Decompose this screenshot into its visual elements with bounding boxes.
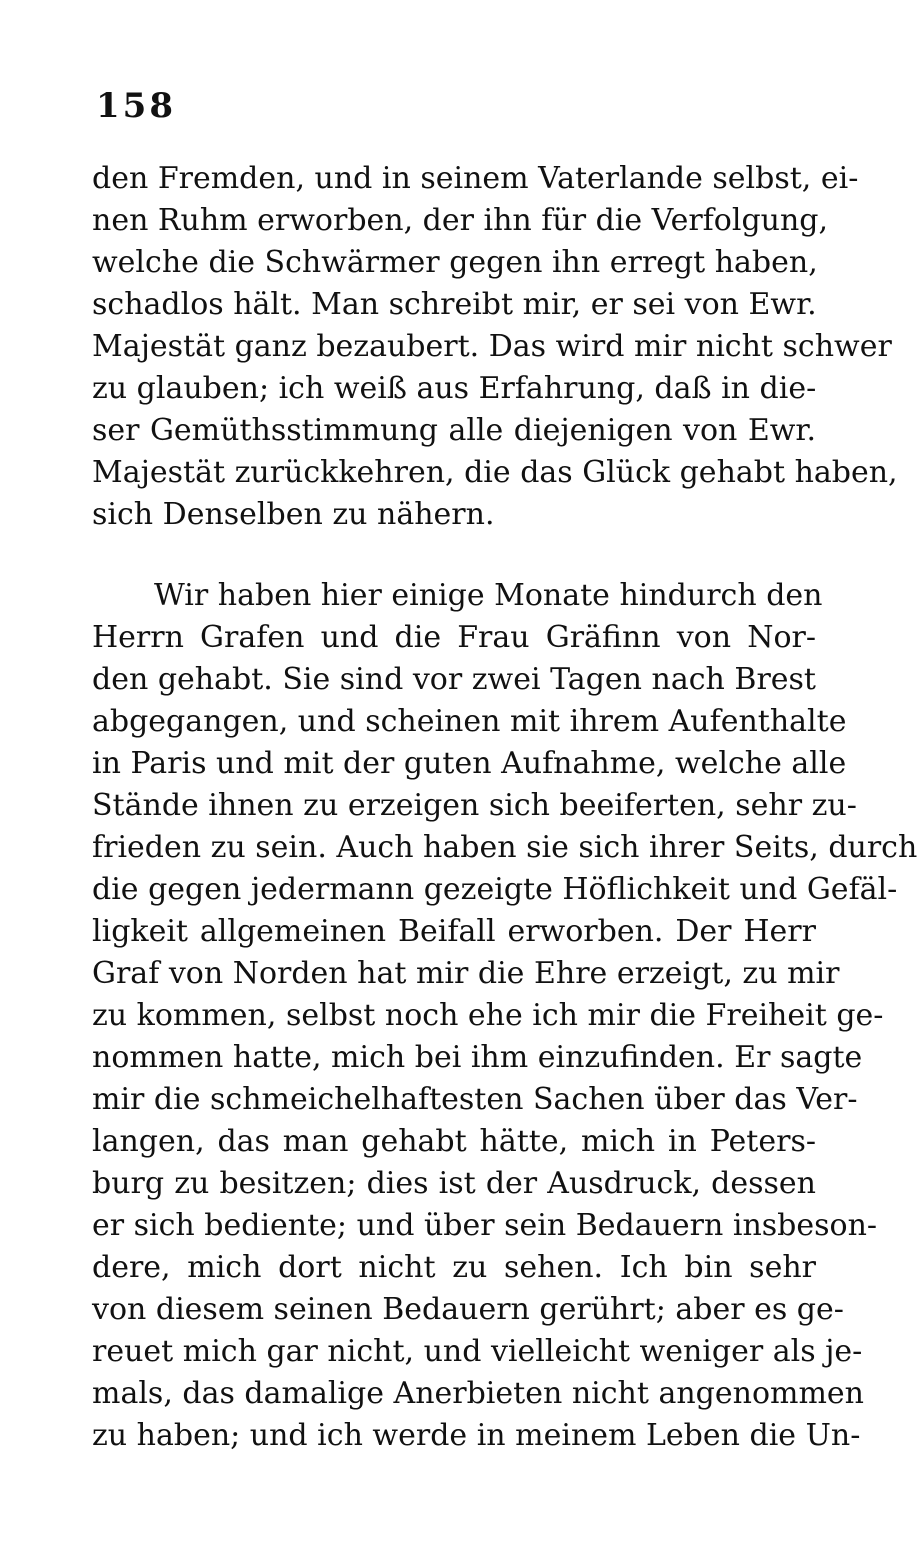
text-line: schadlos hält. Man schreibt mir, er sei von Ewr. bbox=[92, 287, 817, 322]
text-line: Wir haben hier einige Monate hindurch den bbox=[154, 578, 823, 613]
text-line: den gehabt. Sie sind vor zwei Tagen nach Brest bbox=[92, 662, 816, 697]
text-line: abgegangen, und scheinen mit ihrem Aufenthalte bbox=[92, 704, 847, 739]
text-line: Stände ihnen zu erzeigen sich beeiferten, sehr zu- bbox=[92, 788, 857, 823]
text-line: zu haben; und ich werde in meinem Leben die Un- bbox=[92, 1418, 861, 1453]
text-line: zu glauben; ich weiß aus Erfahrung, daß in die- bbox=[92, 371, 817, 406]
text-line: frieden zu sein. Auch haben sie sich ihrer Seits, durch bbox=[92, 830, 917, 865]
text-line: Herrn Grafen und die Frau Gräfinn von Nor- bbox=[92, 620, 816, 655]
text-line: Majestät zurückkehren, die das Glück gehabt haben, bbox=[92, 455, 898, 490]
text-line: mir die schmeichelhaftesten Sachen über das Ver- bbox=[92, 1082, 858, 1117]
text-line: sich Denselben zu nähern. bbox=[92, 497, 495, 532]
text-line: Graf von Norden hat mir die Ehre erzeigt, zu mir bbox=[92, 956, 840, 991]
page-number: 158 bbox=[96, 86, 176, 126]
text-line: ligkeit allgemeinen Beifall erworben. Der Herr bbox=[92, 914, 816, 949]
text-line: langen, das man gehabt hätte, mich in Peters- bbox=[92, 1124, 816, 1159]
text-line: ser Gemüthsstimmung alle diejenigen von Ewr. bbox=[92, 413, 816, 448]
paragraph-2 bbox=[92, 575, 917, 1457]
text-line: von diesem seinen Bedauern gerührt; aber es ge- bbox=[92, 1292, 844, 1327]
text-line: zu kommen, selbst noch ehe ich mir die Freiheit ge- bbox=[92, 998, 884, 1033]
text-line: dere, mich dort nicht zu sehen. Ich bin sehr bbox=[92, 1250, 816, 1285]
paragraph-1 bbox=[92, 158, 898, 536]
text-line: reuet mich gar nicht, und vielleicht weniger als je- bbox=[92, 1334, 863, 1369]
text-line: den Fremden, und in seinem Vaterlande selbst, ei- bbox=[92, 161, 859, 196]
text-line: welche die Schwärmer gegen ihn erregt haben, bbox=[92, 245, 818, 280]
text-line: nommen hatte, mich bei ihm einzufinden. Er sagte bbox=[92, 1040, 863, 1075]
text-line: Majestät ganz bezaubert. Das wird mir nicht schwer bbox=[92, 329, 892, 364]
text-line: die gegen jedermann gezeigte Höflichkeit und Gefäl- bbox=[92, 872, 898, 907]
text-line: nen Ruhm erworben, der ihn für die Verfolgung, bbox=[92, 203, 829, 238]
text-line: mals, das damalige Anerbieten nicht angenommen bbox=[92, 1376, 864, 1411]
text-line: burg zu besitzen; dies ist der Ausdruck, dessen bbox=[92, 1166, 816, 1201]
text-line: in Paris und mit der guten Aufnahme, welche alle bbox=[92, 746, 847, 781]
text-line: er sich bediente; und über sein Bedauern insbeson- bbox=[92, 1208, 878, 1243]
